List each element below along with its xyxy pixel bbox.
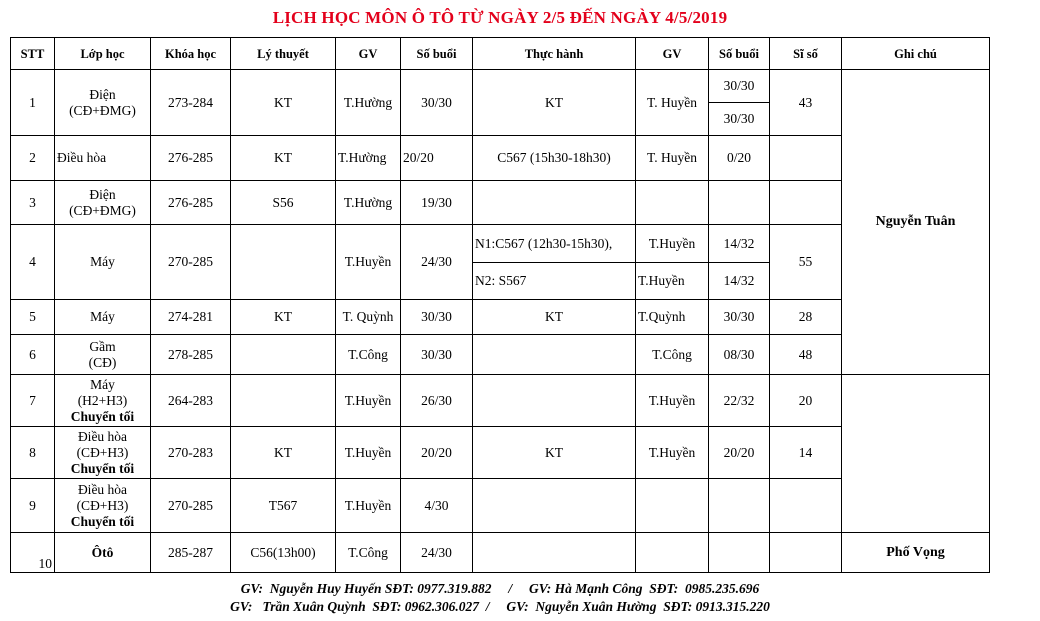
header-ghi-chu: Ghi chú <box>842 38 990 70</box>
cell-thuc-hanh: N1:C567 (12h30-15h30), <box>473 225 636 263</box>
header-gv2: GV <box>636 38 709 70</box>
cell-lop-hoc: Điều hòa <box>55 136 151 181</box>
evening-note: Chuyển tối <box>70 460 135 476</box>
cell-si-so: 28 <box>770 300 842 335</box>
cell-gv2: T.Huyền <box>636 225 709 263</box>
lop-line: (H2+H3) <box>77 392 128 408</box>
cell-so-buoi2: 14/32 <box>709 263 770 300</box>
cell-gv2: T.Quỳnh <box>636 300 709 335</box>
cell-so-buoi: 26/30 <box>401 375 473 427</box>
cell-khoa-hoc: 264-283 <box>151 375 231 427</box>
cell-thuc-hanh <box>473 181 636 225</box>
lop-line: Điện <box>89 186 116 202</box>
cell-gv2: T.Huyền <box>636 427 709 479</box>
schedule-table <box>10 37 990 573</box>
cell-so-buoi2 <box>709 479 770 533</box>
cell-so-buoi2: 08/30 <box>709 335 770 375</box>
cell-thuc-hanh <box>473 335 636 375</box>
cell-so-buoi: 24/30 <box>401 225 473 300</box>
lop-line: (CĐ+ĐMG) <box>69 202 136 218</box>
cell-lop-hoc: Máy <box>55 225 151 300</box>
header-thuc-hanh: Thực hành <box>473 38 636 70</box>
lop-line: Điều hòa <box>77 481 128 497</box>
cell-khoa-hoc: 270-285 <box>151 479 231 533</box>
cell-ly-thuyet: T567 <box>231 479 336 533</box>
cell-lop-hoc <box>55 70 151 136</box>
cell-thuc-hanh: KT <box>473 70 636 136</box>
cell-thuc-hanh: C567 (15h30-18h30) <box>473 136 636 181</box>
cell-si-so <box>770 181 842 225</box>
cell-lop-hoc: Ôtô <box>55 533 151 573</box>
lop-line: (CĐ) <box>88 354 117 370</box>
cell-khoa-hoc: 285-287 <box>151 533 231 573</box>
cell-gv2 <box>636 181 709 225</box>
header-lop-hoc: Lớp học <box>55 38 151 70</box>
cell-khoa-hoc: 273-284 <box>151 70 231 136</box>
cell-gv2: T. Huyền <box>636 136 709 181</box>
footer-contacts-line-2 <box>0 599 1000 615</box>
cell-gv: T.Huyền <box>336 427 401 479</box>
cell-so-buoi2: 22/32 <box>709 375 770 427</box>
footer-line-2-text: GV: Trần Xuân Quỳnh SĐT: 0962.306.027 / GV: Nguyễn Xuân Hường SĐT: 0913.315.220 <box>230 599 770 614</box>
cell-lop-hoc <box>55 427 151 479</box>
cell-so-buoi: 19/30 <box>401 181 473 225</box>
cell-si-so <box>770 533 842 573</box>
cell-khoa-hoc: 278-285 <box>151 335 231 375</box>
cell-si-so: 20 <box>770 375 842 427</box>
cell-so-buoi2 <box>709 533 770 573</box>
cell-lop-hoc <box>55 375 151 427</box>
cell-thuc-hanh: N2: S567 <box>473 263 636 300</box>
footer-line-1-text: GV: Nguyễn Huy Huyến SĐT: 0977.319.882 / GV: Hà Mạnh Công SĐT: 0985.235.696 <box>240 581 760 596</box>
cell-thuc-hanh: KT <box>473 427 636 479</box>
cell-khoa-hoc: 270-285 <box>151 225 231 300</box>
cell-so-buoi2: 14/32 <box>709 225 770 263</box>
cell-gv: T.Hường <box>336 70 401 136</box>
note-group-1: Nguyễn Tuân <box>842 70 990 375</box>
cell-so-buoi: 24/30 <box>401 533 473 573</box>
cell-ly-thuyet: C56(13h00) <box>231 533 336 573</box>
cell-si-so: 14 <box>770 427 842 479</box>
lop-line: Gầm <box>89 338 116 354</box>
header-stt: STT <box>11 38 55 70</box>
cell-so-buoi: 30/30 <box>401 70 473 136</box>
table-row <box>11 479 990 533</box>
cell-gv2: T. Huyền <box>636 70 709 136</box>
cell-thuc-hanh <box>473 533 636 573</box>
cell-gv2 <box>636 533 709 573</box>
cell-so-buoi: 20/20 <box>401 427 473 479</box>
cell-so-buoi2: 30/30 <box>709 103 770 136</box>
lop-line: (CĐ+H3) <box>76 497 129 513</box>
cell-khoa-hoc: 276-285 <box>151 181 231 225</box>
cell-thuc-hanh <box>473 375 636 427</box>
page-title: LỊCH HỌC MÔN Ô TÔ TỪ NGÀY 2/5 ĐẾN NGÀY 4/5/2019 <box>272 8 728 27</box>
lop-line: Điện <box>89 86 116 102</box>
cell-stt: 1 <box>11 70 55 136</box>
cell-khoa-hoc: 270-283 <box>151 427 231 479</box>
lop-line: (CĐ+H3) <box>76 444 129 460</box>
header-gv: GV <box>336 38 401 70</box>
cell-stt: 4 <box>11 225 55 300</box>
cell-gv: T.Công <box>336 335 401 375</box>
cell-stt: 6 <box>11 335 55 375</box>
cell-ly-thuyet: S56 <box>231 181 336 225</box>
cell-gv: T.Hường <box>336 181 401 225</box>
cell-gv: T.Huyền <box>336 375 401 427</box>
cell-so-buoi: 20/20 <box>401 136 473 181</box>
cell-si-so: 43 <box>770 70 842 136</box>
cell-si-so: 55 <box>770 225 842 300</box>
table-row <box>11 427 990 479</box>
cell-gv2 <box>636 479 709 533</box>
cell-so-buoi2: 30/30 <box>709 300 770 335</box>
cell-thuc-hanh <box>473 479 636 533</box>
footer-contacts-line-1 <box>0 581 1000 597</box>
cell-stt: 5 <box>11 300 55 335</box>
cell-gv: T.Công <box>336 533 401 573</box>
cell-khoa-hoc: 274-281 <box>151 300 231 335</box>
cell-so-buoi2: 0/20 <box>709 136 770 181</box>
header-khoa-hoc: Khóa học <box>151 38 231 70</box>
cell-so-buoi2: 30/30 <box>709 70 770 103</box>
cell-ly-thuyet: KT <box>231 300 336 335</box>
header-so-buoi: Số buổi <box>401 38 473 70</box>
cell-gv2: T.Huyền <box>636 263 709 300</box>
table-row <box>11 70 990 103</box>
cell-so-buoi: 4/30 <box>401 479 473 533</box>
cell-ly-thuyet <box>231 335 336 375</box>
table-row <box>11 375 990 427</box>
cell-gv: T.Huyền <box>336 479 401 533</box>
cell-si-so <box>770 136 842 181</box>
cell-gv: T.Huyền <box>336 225 401 300</box>
header-ly-thuyet: Lý thuyết <box>231 38 336 70</box>
cell-si-so <box>770 479 842 533</box>
cell-stt: 7 <box>11 375 55 427</box>
cell-stt: 9 <box>11 479 55 533</box>
cell-stt: 3 <box>11 181 55 225</box>
cell-stt: 8 <box>11 427 55 479</box>
cell-stt: 2 <box>11 136 55 181</box>
cell-lop-hoc <box>55 181 151 225</box>
cell-khoa-hoc: 276-285 <box>151 136 231 181</box>
cell-ly-thuyet: KT <box>231 136 336 181</box>
cell-so-buoi: 30/30 <box>401 300 473 335</box>
lop-line: Máy <box>90 376 115 392</box>
cell-ly-thuyet: KT <box>231 427 336 479</box>
cell-gv2: T.Công <box>636 335 709 375</box>
cell-gv: T.Hường <box>336 136 401 181</box>
table-row <box>11 533 990 573</box>
note-group-3: Phố Vọng <box>842 533 990 573</box>
cell-so-buoi2 <box>709 181 770 225</box>
cell-si-so: 48 <box>770 335 842 375</box>
cell-so-buoi: 30/30 <box>401 335 473 375</box>
cell-ly-thuyet <box>231 225 336 300</box>
cell-lop-hoc <box>55 335 151 375</box>
lop-line: (CĐ+ĐMG) <box>69 102 136 118</box>
cell-ly-thuyet: KT <box>231 70 336 136</box>
cell-ly-thuyet <box>231 375 336 427</box>
header-so-buoi2: Số buổi <box>709 38 770 70</box>
header-si-so: Sĩ số <box>770 38 842 70</box>
cell-gv2: T.Huyền <box>636 375 709 427</box>
cell-stt: 10 <box>11 533 55 573</box>
cell-gv: T. Quỳnh <box>336 300 401 335</box>
cell-lop-hoc: Máy <box>55 300 151 335</box>
cell-thuc-hanh: KT <box>473 300 636 335</box>
cell-so-buoi2: 20/20 <box>709 427 770 479</box>
lop-line: Điều hòa <box>77 428 128 444</box>
cell-lop-hoc <box>55 479 151 533</box>
evening-note: Chuyển tối <box>70 408 135 424</box>
table-header-row <box>11 38 990 70</box>
evening-note: Chuyển tối <box>70 513 135 529</box>
